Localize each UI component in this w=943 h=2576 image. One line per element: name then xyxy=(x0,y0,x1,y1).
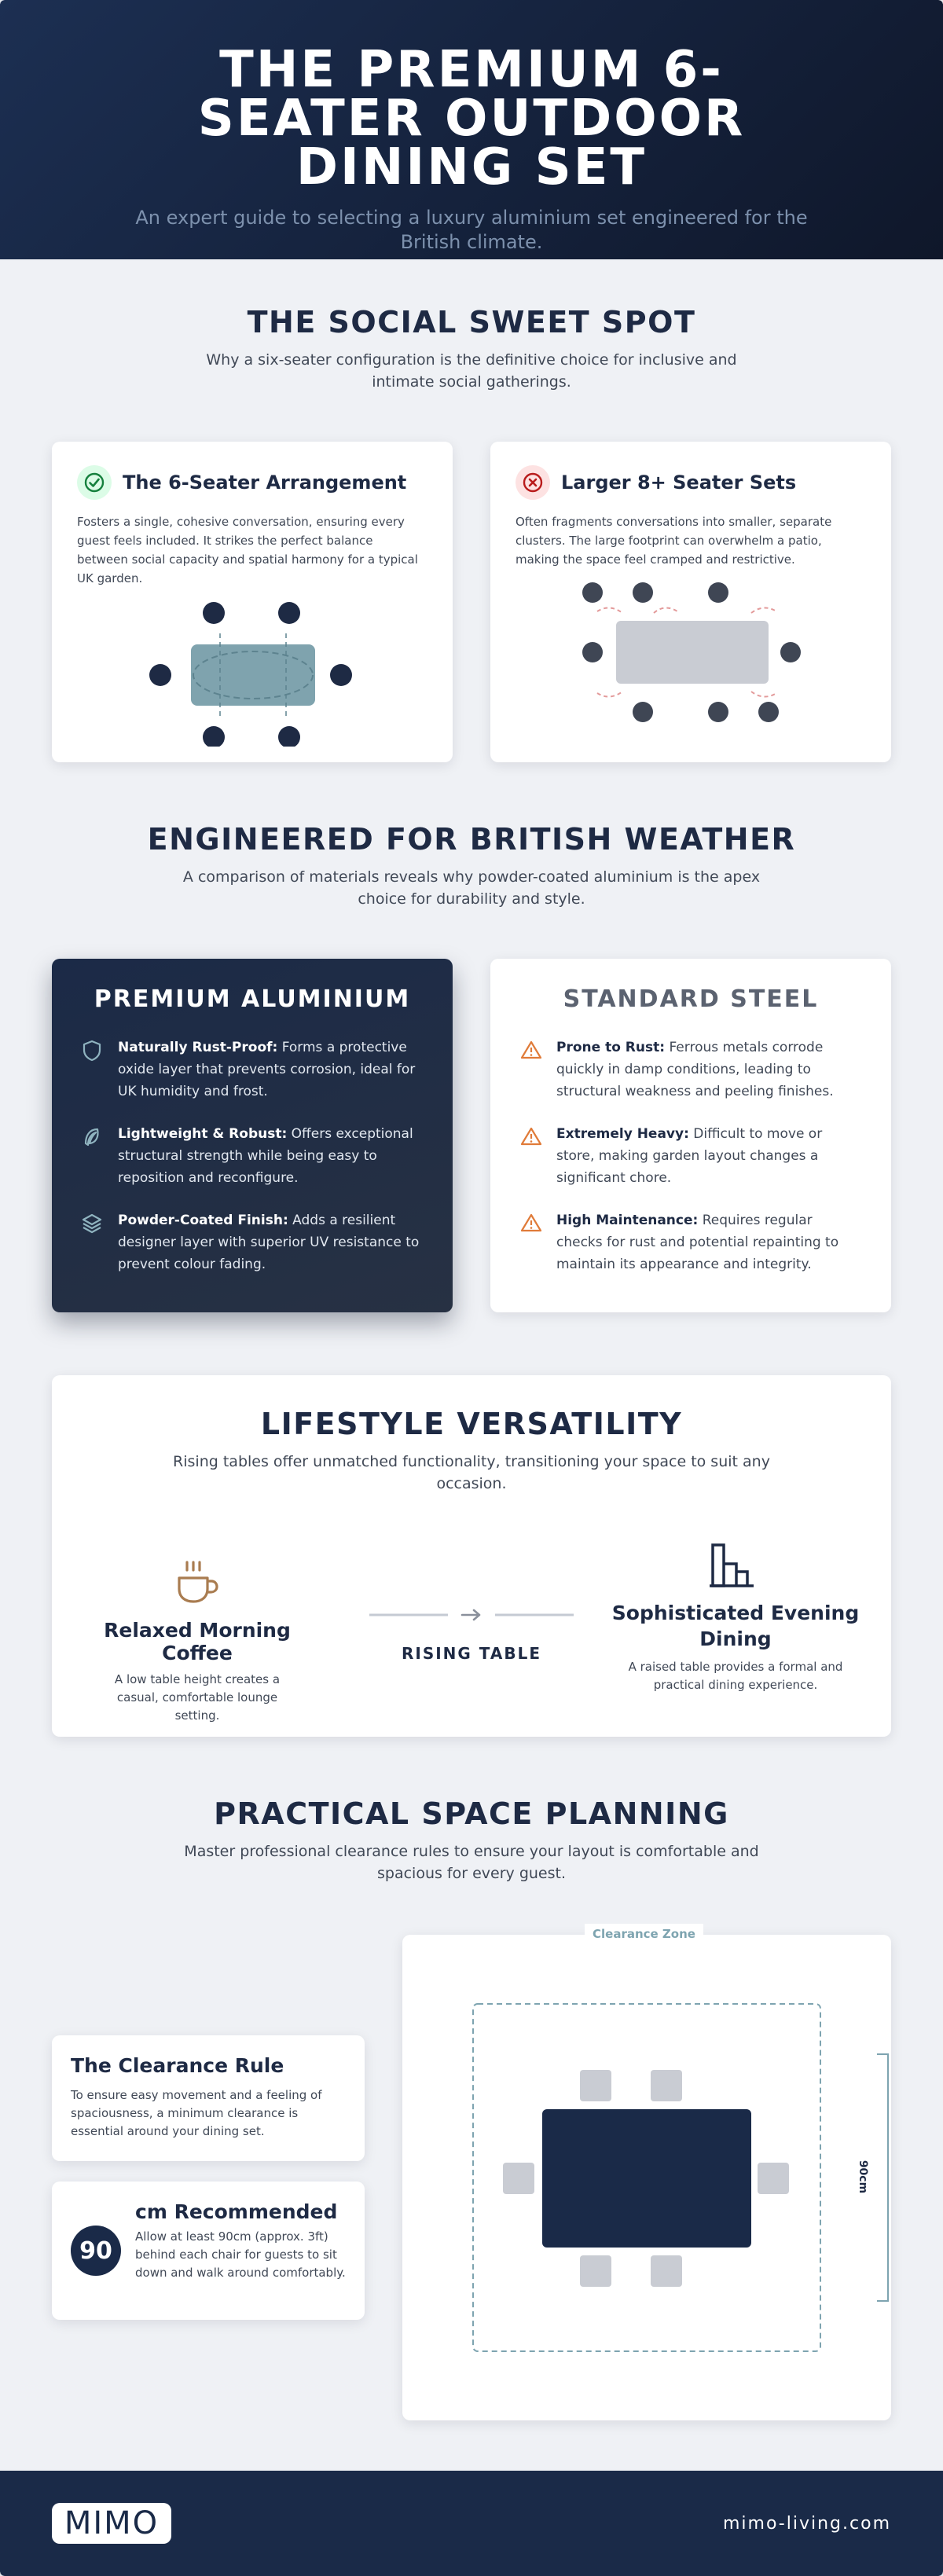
table-shape xyxy=(616,621,769,684)
seat xyxy=(278,602,300,624)
warning-icon xyxy=(520,1037,544,1103)
coffee-icon xyxy=(171,1596,223,1611)
rising-table-label: RISING TABLE xyxy=(401,1644,542,1663)
seat xyxy=(203,602,225,624)
seat xyxy=(708,582,728,603)
table-shape xyxy=(542,2109,751,2248)
steel-feature-label: Extremely Heavy: xyxy=(556,1126,689,1142)
clearance-diagram-card xyxy=(402,1927,891,2420)
steel-feature-text: Ferrous metals corrode quickly in damp conditions, leading to structural weakness and peeling finishes. xyxy=(556,1040,834,1099)
feather-icon xyxy=(82,1123,105,1189)
space-intro: Master professional clearance rules to ensure your layout is comfortable and spacious for every guest. xyxy=(184,1843,759,1882)
recommended-card xyxy=(52,2182,365,2320)
steel-feature-text: Requires regular checks for rust and potential repainting to maintain its appearance and integrity. xyxy=(556,1213,839,1272)
social-section-header xyxy=(0,305,943,393)
aluminium-feature-label: Powder-Coated Finish: xyxy=(118,1213,288,1228)
seat xyxy=(758,702,779,722)
chair xyxy=(651,2070,682,2101)
lifestyle-intro: Rising tables offer unmatched functionality, transitioning your space to suit any occasion. xyxy=(173,1453,770,1492)
clearance-zone-label: Clearance Zone xyxy=(585,1924,703,1944)
lifestyle-card xyxy=(52,1375,891,1737)
seat xyxy=(780,642,801,662)
clearance-rule-card xyxy=(52,2035,365,2161)
space-heading: PRACTICAL SPACE PLANNING xyxy=(214,1796,729,1831)
evening-block xyxy=(602,1540,869,1694)
seat xyxy=(330,664,352,686)
arrow-right-icon xyxy=(369,1603,574,1627)
steel-feature xyxy=(520,1209,861,1275)
chair xyxy=(580,2070,611,2101)
lifestyle-heading: LIFESTYLE VERSATILITY xyxy=(260,1407,683,1441)
rising-table-connector xyxy=(369,1603,574,1663)
chair xyxy=(503,2163,534,2194)
six-seater-diagram xyxy=(77,597,427,747)
warning-icon xyxy=(520,1209,544,1275)
eight-seater-card xyxy=(490,442,891,762)
check-circle-icon xyxy=(77,465,112,500)
steel-feature xyxy=(520,1037,861,1103)
aluminium-title: PREMIUM ALUMINIUM xyxy=(94,985,411,1013)
aluminium-feature-text: Offers exceptional structural strength while being easy to reposition and reconfigure. xyxy=(118,1126,413,1186)
steel-feature-label: Prone to Rust: xyxy=(556,1040,666,1055)
weather-section-header xyxy=(0,822,943,910)
x-circle-icon xyxy=(516,465,550,500)
six-seater-text: Fosters a single, cohesive conversation, ensuring every guest feels included. It strikes the perfect balance between social capacity and spatial harmony for a typical UK garden. xyxy=(77,515,418,585)
steel-card xyxy=(490,959,891,1312)
chair xyxy=(580,2255,611,2287)
eight-seater-title: Larger 8+ Seater Sets xyxy=(561,472,797,494)
table-shape xyxy=(191,644,315,706)
eight-seater-diagram xyxy=(516,574,866,739)
seat xyxy=(582,582,603,603)
hero-subtitle: An expert guide to selecting a luxury aluminium set engineered for the British climate. xyxy=(135,207,808,253)
seat xyxy=(708,702,728,722)
seat xyxy=(633,582,653,603)
hero-title: THE PREMIUM 6-SEATER OUTDOOR DINING SET xyxy=(197,41,746,196)
aluminium-feature-text: Forms a protective oxide layer that prevents corrosion, ideal for UK humidity and frost. xyxy=(118,1040,416,1099)
aluminium-feature xyxy=(82,1037,423,1103)
evening-text: A raised table provides a formal and practical dining experience. xyxy=(628,1660,843,1692)
steel-feature-text: Difficult to move or store, making garden layout changes a significant chore. xyxy=(556,1126,823,1186)
six-seater-card xyxy=(52,442,453,762)
eight-seater-text: Often fragments conversations into smaller, separate clusters. The large footprint can overwhelm a patio, making the space feel cramped and restrictive. xyxy=(516,515,832,567)
clearance-rule-title: The Clearance Rule xyxy=(71,2054,284,2077)
hero-banner xyxy=(0,0,943,259)
aluminium-card xyxy=(52,959,453,1312)
morning-title: Relaxed Morning Coffee xyxy=(104,1619,291,1664)
steel-feature xyxy=(520,1123,861,1189)
aluminium-feature xyxy=(82,1123,423,1189)
chair xyxy=(758,2163,789,2194)
evening-title: Sophisticated Evening Dining xyxy=(611,1602,860,1650)
website-link[interactable]: mimo-living.com xyxy=(722,2513,891,2534)
aluminium-feature-text: Adds a resilient designer layer with superior UV resistance to prevent colour fading. xyxy=(118,1213,420,1272)
footer xyxy=(0,2471,943,2576)
social-intro: Why a six-seater configuration is the definitive choice for inclusive and intimate social gatherings. xyxy=(206,351,737,391)
dining-chairs-icon xyxy=(708,1579,763,1594)
space-section-header xyxy=(0,1796,943,1884)
brand-logo[interactable]: MIMO xyxy=(52,2503,171,2544)
recommended-title: cm Recommended xyxy=(135,2200,338,2223)
recommended-text: Allow at least 90cm (approx. 3ft) behind each chair for guests to sit down and walk around comfortably. xyxy=(135,2229,346,2280)
weather-heading: ENGINEERED FOR BRITISH WEATHER xyxy=(147,822,796,857)
steel-feature-label: High Maintenance: xyxy=(556,1213,699,1228)
morning-text: A low table height creates a casual, comfortable lounge setting. xyxy=(114,1672,281,1723)
seat xyxy=(633,702,653,722)
clearance-diagram xyxy=(402,1935,891,2420)
clearance-measure-label: 90cm xyxy=(857,2160,869,2194)
morning-block xyxy=(75,1556,319,1725)
aluminium-feature xyxy=(82,1209,423,1275)
shield-icon xyxy=(82,1037,105,1103)
aluminium-feature-label: Lightweight & Robust: xyxy=(118,1126,288,1142)
recommended-number-badge: 90 xyxy=(71,2226,121,2276)
weather-intro: A comparison of materials reveals why powder-coated aluminium is the apex choice for durability and style. xyxy=(182,868,761,908)
lifestyle-header xyxy=(52,1407,891,1495)
steel-title: STANDARD STEEL xyxy=(563,985,819,1013)
seat xyxy=(582,642,603,662)
warning-icon xyxy=(520,1123,544,1189)
six-seater-title: The 6-Seater Arrangement xyxy=(123,472,407,494)
seat xyxy=(149,664,171,686)
social-heading: THE SOCIAL SWEET SPOT xyxy=(247,305,696,339)
clearance-rule-text: To ensure easy movement and a feeling of spaciousness, a minimum clearance is essential around your dining set. xyxy=(71,2088,322,2138)
aluminium-feature-label: Naturally Rust-Proof: xyxy=(118,1040,278,1055)
chair xyxy=(651,2255,682,2287)
seat xyxy=(203,726,225,747)
layers-icon xyxy=(82,1209,105,1275)
seat xyxy=(278,726,300,747)
